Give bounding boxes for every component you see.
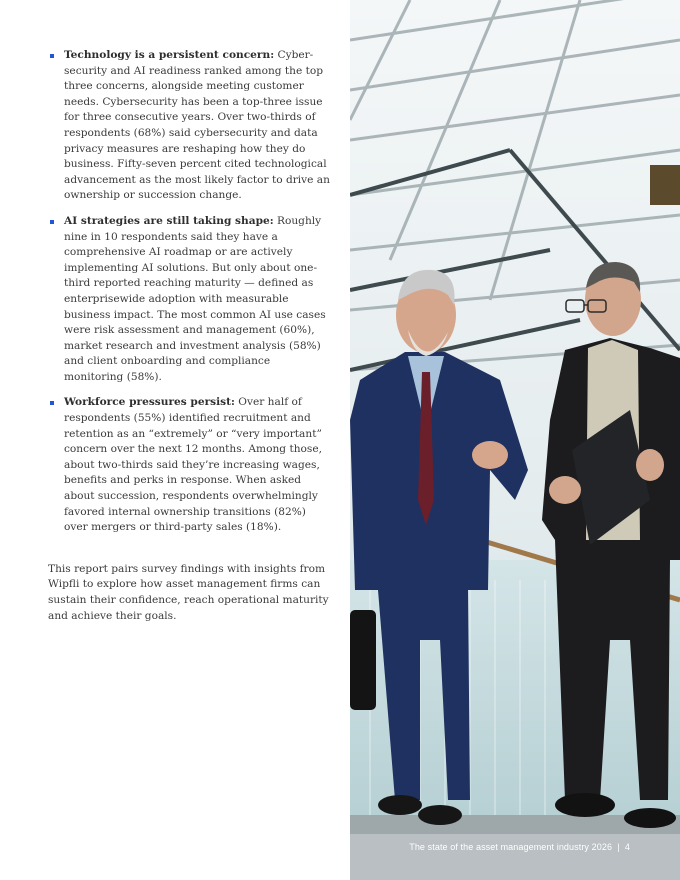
bullet-lead: Workforce pressures persist:	[64, 396, 235, 409]
business-people-photo	[350, 0, 680, 834]
list-item	[48, 48, 330, 204]
bullet-body: Roughly nine in 10 respondents said they have a comprehensive AI roadmap or are actively implementing AI solutions. But only about one-third reported reaching maturity — defined as enterprisewide adoption with measurable business impact. The most common AI use cases were risk assessment and management (60%), market research and investment analysis (58%) and client onboarding and compliance monitoring (58%).	[64, 214, 326, 383]
bullet-lead: AI strategies are still taking shape:	[64, 214, 274, 227]
square-bullet-icon	[50, 401, 54, 405]
list-item	[48, 395, 330, 535]
key-findings-list	[48, 48, 330, 536]
bullet-lead: Technology is a persistent concern:	[64, 49, 275, 61]
square-bullet-icon	[50, 54, 54, 58]
body-text-column	[48, 48, 330, 635]
footer-band	[350, 834, 680, 880]
list-item	[48, 214, 330, 386]
page-footer: The state of the asset management industry 2026 | 4	[409, 842, 630, 852]
square-bullet-icon	[50, 220, 54, 224]
bullet-body: Over half of respondents (55%) identified recruitment and retention as an “extremely” or “very important” concern over the next 12 months. Among those, about two-thirds said they’re increasing wages, benefits and perks in response. When asked about succession, respondents overwhelmingly favored internal ownership transitions (82%) over mergers or third-party sales (18%).	[64, 396, 322, 534]
summary-paragraph: This report pairs survey findings with insights from Wipfli to explore how asset management firms can sustain their confidence, reach operational maturity and achieve their goals.	[48, 562, 329, 622]
bullet-body: Cyber-security and AI readiness ranked among the top three concerns, alongside meeting customer needs. Cybersecurity has been a top-three issue for three consecutive years. Over two-thirds of respondents (68%) said cybersecurity and data privacy measures are reshaping how they do business. Fifty-seven percent cited technological advancement as the most likely factor to drive an ownership or succession change.	[64, 49, 330, 202]
